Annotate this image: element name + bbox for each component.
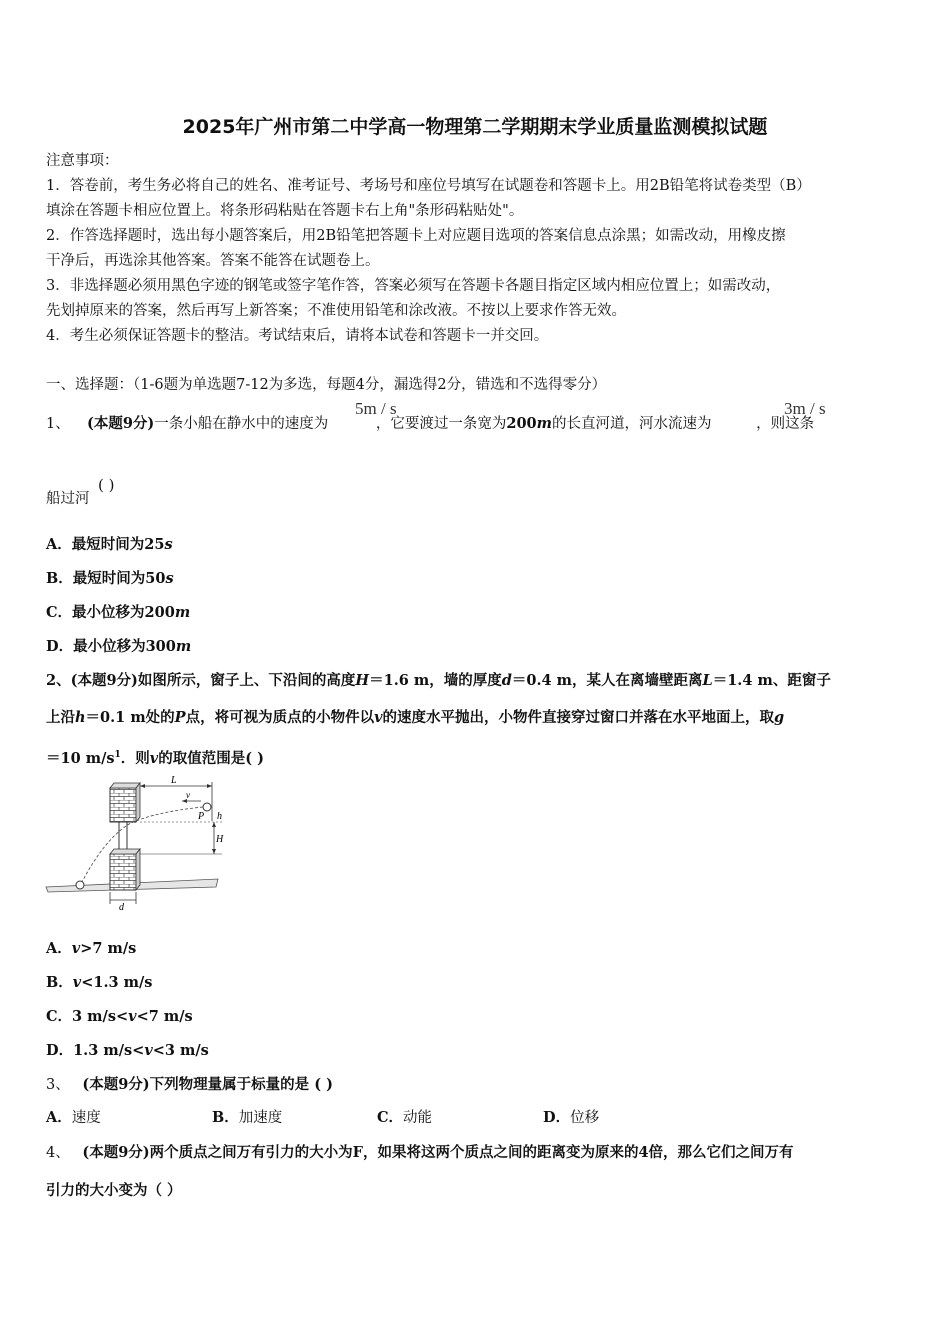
option-value: 200 <box>144 604 175 621</box>
q2-option-c[interactable] <box>46 1007 193 1027</box>
q2-text: ＝1.6 m，墙的厚度 <box>369 672 502 689</box>
notice-line: 2．作答选择题时，选出每小题答案后，用2B铅笔把答题卡上对应题目选项的答案信息点涂黑；如需改动，用橡皮擦 <box>46 228 786 244</box>
q1-option-d[interactable] <box>46 637 191 657</box>
q4-stem-line1 <box>46 1143 916 1163</box>
q2-text: 上沿 <box>46 709 75 726</box>
q1-number: 1、 <box>46 416 70 432</box>
q2-number: 2、 <box>46 672 71 689</box>
q4-number: 4、 <box>46 1145 70 1161</box>
q2-text: 的取值范围是( ) <box>158 749 265 767</box>
option-label: C． <box>377 1109 404 1126</box>
option-label: B． <box>46 570 73 587</box>
q2-option-b[interactable] <box>46 973 152 993</box>
page-title: 2025年广州市第二中学高一物理第二学期期末学业质量监测模拟试题 <box>182 116 768 138</box>
q2-stem-line3 <box>46 745 916 769</box>
var-v: v <box>71 940 81 957</box>
q1-lead: (本题9分) <box>86 415 155 432</box>
q2-text: 点，将可视为质点的小物件以 <box>185 709 375 726</box>
option-text: 最短时间为 <box>71 536 145 553</box>
option-text: 速度 <box>71 1110 101 1126</box>
option-label: A． <box>46 940 72 957</box>
q3-stem <box>46 1075 916 1095</box>
q3-option-a[interactable] <box>46 1108 101 1128</box>
option-value: 300 <box>145 638 176 655</box>
option-text: 位移 <box>570 1110 600 1126</box>
option-text: >7 m/s <box>80 940 137 957</box>
option-value: 25 <box>144 536 165 553</box>
q4-stem-line2: 引力的大小变为（ ） <box>46 1182 182 1199</box>
label-v: v <box>186 790 190 800</box>
q3-number: 3、 <box>46 1077 70 1093</box>
q1-option-c[interactable] <box>46 603 190 623</box>
label-L: L <box>171 775 177 786</box>
notice-line: 4．考生必须保证答题卡的整洁。考试结束后，请将本试卷和答题卡一并交回。 <box>46 328 549 344</box>
landing-ball <box>76 881 84 889</box>
option-text: 1.3 m/s< <box>73 1042 145 1059</box>
option-label: A． <box>46 536 72 553</box>
q3-text: (本题9分)下列物理量属于标量的是 ( ) <box>82 1076 333 1093</box>
q1-text-e: 船过河 <box>46 491 90 507</box>
label-P: P <box>198 811 205 822</box>
q2-text: ＝1.4 m、距窗子 <box>712 672 831 689</box>
var-v: v <box>72 974 82 991</box>
option-label: C． <box>46 604 73 621</box>
q1-text-a: 一条小船在静水中的速度为 <box>154 416 329 432</box>
q1-width-value: 200 <box>506 415 537 432</box>
option-unit: m <box>175 638 192 655</box>
q3-option-c[interactable] <box>377 1108 432 1128</box>
q1-width-unit: m <box>536 415 552 432</box>
projectile-ball <box>203 803 211 811</box>
q1-option-a[interactable] <box>46 535 173 555</box>
q2-text: (本题9分)如图所示，窗子上、下沿间的高度 <box>70 672 356 689</box>
option-unit: s <box>165 570 174 587</box>
q2-text: ＝10 m/s <box>46 749 115 767</box>
option-text: 最短时间为 <box>72 570 146 587</box>
var-v: v <box>128 1008 137 1025</box>
q2-option-a[interactable] <box>46 939 136 959</box>
q1-stem <box>46 414 916 434</box>
q2-stem-line2 <box>46 708 916 728</box>
option-unit: m <box>174 604 191 621</box>
section-heading: 一、选择题：（1-6题为单选题7-12为多选，每题4分，漏选得2分，错选和不选得零分） <box>46 377 607 393</box>
option-text: 最小位移为 <box>73 638 146 655</box>
label-H: H <box>216 834 224 845</box>
var-L: L <box>702 672 713 689</box>
q3-option-d[interactable] <box>543 1108 599 1128</box>
notice-line: 1．答卷前，考生务必将自己的姓名、准考证号、考场号和座位号填写在试题卷和答题卡上。用2B铅笔将试卷类型（B） <box>46 178 811 194</box>
notice-heading: 注意事项： <box>46 153 119 169</box>
var-P: P <box>174 709 186 726</box>
notice-line: 填涂在答题卡相应位置上。将条形码粘贴在答题卡右上角"条形码粘贴处"。 <box>46 203 524 219</box>
var-g: g <box>774 709 785 726</box>
q4-text: (本题9分)两个质点之间万有引力的大小为F，如果将这两个质点之间的距离变为原来的4倍，那么它们之间万有 <box>82 1144 794 1161</box>
label-h: h <box>217 811 222 822</box>
lower-wall <box>110 854 136 890</box>
option-label: C． <box>46 1008 73 1025</box>
notice-line: 干净后，再选涂其他答案。答案不能答在试题卷上。 <box>46 253 380 269</box>
var-H: H <box>355 672 370 689</box>
q2-option-d[interactable] <box>46 1041 209 1061</box>
q2-figure-window-wall <box>44 772 224 912</box>
var-v: v <box>149 749 159 767</box>
option-text: 3 m/s< <box>72 1008 129 1025</box>
var-v: v <box>144 1042 153 1059</box>
q2-stem-line1 <box>46 671 916 691</box>
q1-answer-paren: ( ) <box>98 476 115 494</box>
notice-line: 3．非选择题必须用黑色字迹的钢笔或签字笔作答，答案必须写在答题卡各题目指定区域内相应位置上；如需改动， <box>46 278 781 294</box>
option-text: 动能 <box>403 1110 433 1126</box>
q2-text: ＝0.1 m处的 <box>85 709 175 726</box>
option-label: A． <box>46 1109 72 1126</box>
var-v: v <box>374 709 383 726</box>
q1-speed-boat: 5m / s <box>355 399 397 418</box>
trajectory-path <box>82 807 203 882</box>
q1-text-d: ，则这条 <box>756 416 815 432</box>
option-text: <3 m/s <box>152 1042 209 1059</box>
option-label: D． <box>46 638 74 655</box>
option-unit: s <box>164 536 173 553</box>
var-d: d <box>501 672 512 689</box>
option-value: 50 <box>145 570 166 587</box>
q2-text: ＝0.4 m，某人在离墙壁距离 <box>511 672 703 689</box>
q3-option-b[interactable] <box>212 1108 282 1128</box>
option-text: 加速度 <box>238 1110 283 1126</box>
option-text: 最小位移为 <box>72 604 145 621</box>
q1-text-c: 的长直河道，河水流速为 <box>552 416 712 432</box>
upper-wall <box>110 788 136 822</box>
option-label: D． <box>46 1042 74 1059</box>
q2-text: 的速度水平抛出，小物件直接穿过窗口并落在水平地面上，取 <box>382 709 775 726</box>
option-text: <7 m/s <box>136 1008 193 1025</box>
var-h: h <box>75 709 86 726</box>
superscript: 1 <box>114 750 121 760</box>
label-d: d <box>119 902 124 912</box>
option-label: D． <box>543 1109 571 1126</box>
q1-speed-river: 3m / s <box>784 399 826 418</box>
option-label: B． <box>212 1109 239 1126</box>
q2-text: ．则 <box>120 749 150 767</box>
q1-text-b: ，它要渡过一条宽为 <box>375 416 507 432</box>
notice-line: 先划掉原来的答案，然后再写上新答案；不准使用铅笔和涂改液。不按以上要求作答无效。 <box>46 303 626 319</box>
q1-option-b[interactable] <box>46 569 174 589</box>
option-text: <1.3 m/s <box>81 974 153 991</box>
option-label: B． <box>46 974 73 991</box>
